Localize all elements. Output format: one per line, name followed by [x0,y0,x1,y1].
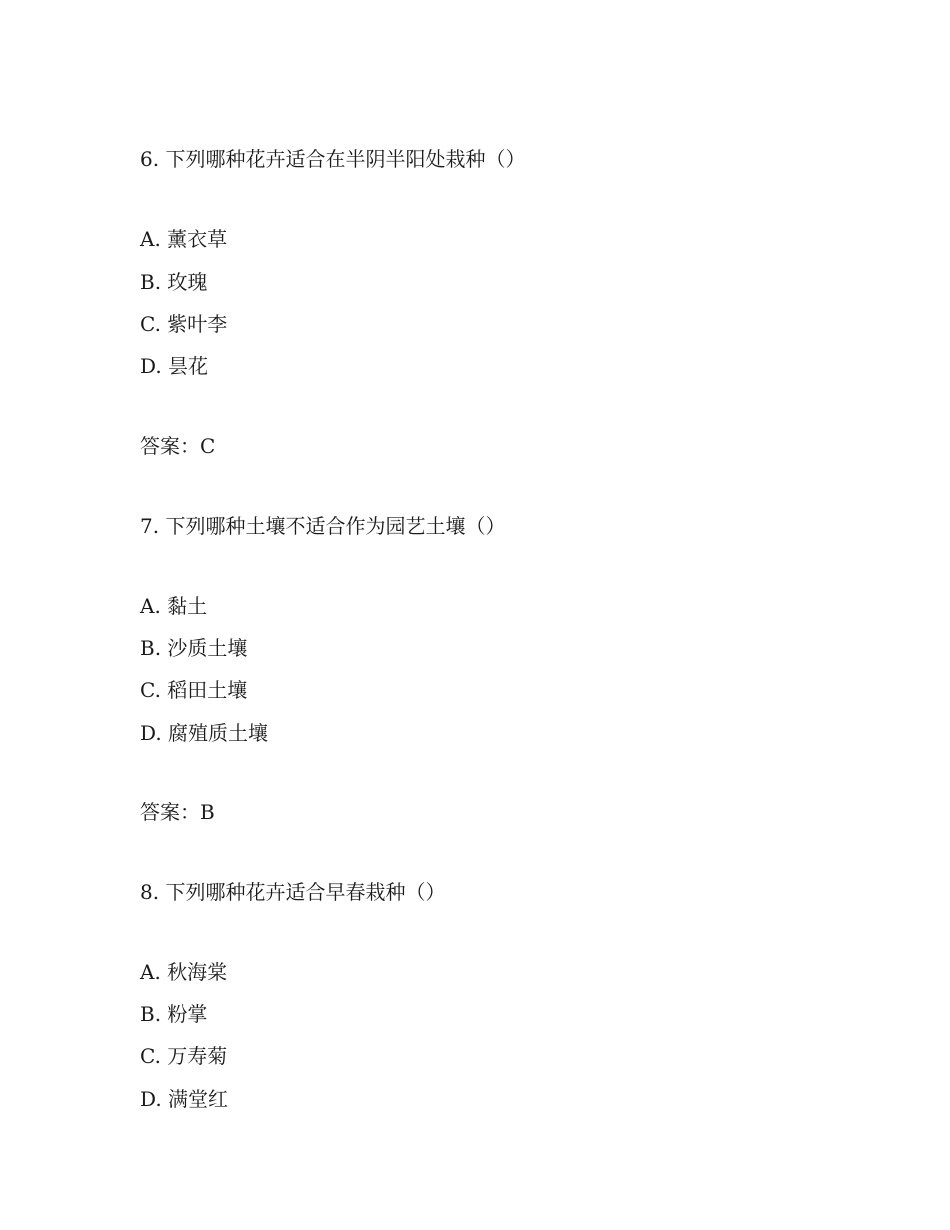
question-6-option-d: D. 昙花 [140,354,209,378]
question-7-stem: 7. 下列哪种土壤不适合作为园艺土壤（） [140,514,506,538]
question-8-option-d: D. 满堂红 [140,1087,229,1111]
question-8-option-c: C. 万寿菊 [140,1044,228,1068]
question-8-option-b: B. 粉掌 [140,1002,208,1026]
question-6-answer: 答案：C [140,434,216,458]
question-7-option-d: D. 腐殖质土壤 [140,721,269,745]
question-7-answer: 答案：B [140,800,215,824]
question-8-option-a: A. 秋海棠 [140,960,228,984]
question-6-stem: 6. 下列哪种花卉适合在半阴半阳处栽种（） [140,147,526,171]
question-7-option-b: B. 沙质土壤 [140,636,248,660]
question-8-stem: 8. 下列哪种花卉适合早春栽种（） [140,880,446,904]
question-6-option-c: C. 紫叶李 [140,312,228,336]
question-7-option-a: A. 黏土 [140,594,208,618]
question-6-option-a: A. 薰衣草 [140,227,228,251]
question-7-option-c: C. 稻田土壤 [140,678,248,702]
question-6-option-b: B. 玫瑰 [140,270,208,294]
